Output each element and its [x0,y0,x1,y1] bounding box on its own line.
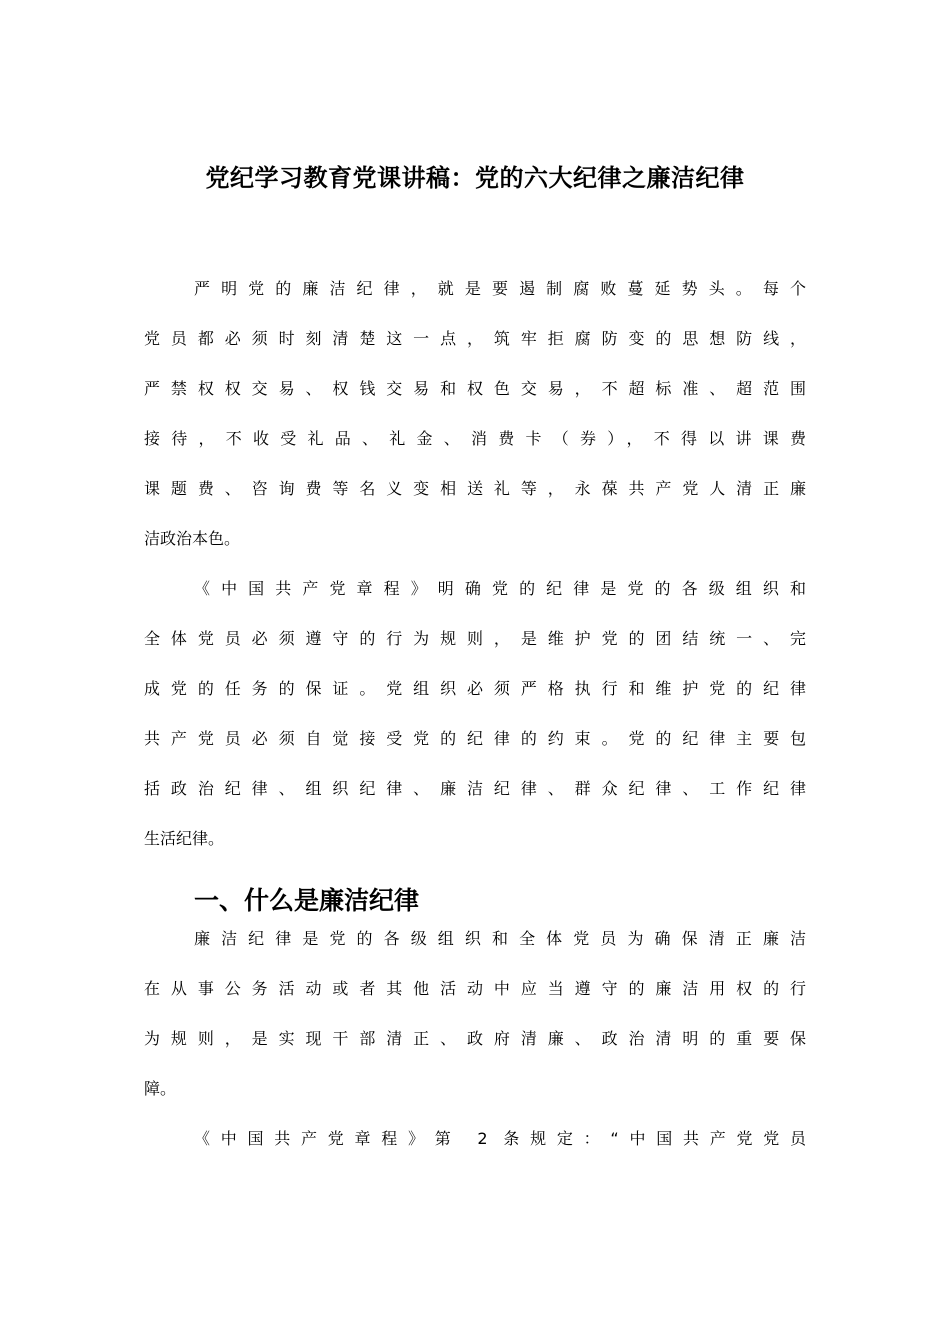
paragraph [144,926,806,1126]
text-line: 严禁权权交易、权钱交易和权色交易，不超标准、超范围 [144,379,806,398]
text-line: 障。 [144,1079,177,1098]
text-line: 严明党的廉洁纪律，就是要遏制腐败蔓延势头。每个 [194,279,806,298]
text-line: 全体党员必须遵守的行为规则，是维护党的团结统一、完 [144,629,806,648]
text-line: 《中国共产党章程》第 2 条规定：“中国共产党党员 [194,1129,806,1148]
text-line: 生活纪律。 [144,829,225,848]
text-line: 在从事公务活动或者其他活动中应当遵守的廉洁用权的行 [144,979,806,998]
text-line: 接待，不收受礼品、礼金、消费卡（券），不得以讲课费 [144,429,806,448]
paragraph [144,276,806,576]
document-body [144,276,806,1176]
text-line: 《中国共产党章程》明确党的纪律是党的各级组织和 [194,579,806,598]
document-title: 党纪学习教育党课讲稿：党的六大纪律之廉洁纪律 [205,164,745,192]
text-line: 共产党员必须自觉接受党的纪律的约束。党的纪律主要包 [144,729,806,748]
text-line: 洁政治本色。 [144,529,241,548]
paragraph [144,576,806,876]
text-line: 为规则，是实现干部清正、政府清廉、政治清明的重要保 [144,1029,806,1048]
text-line: 括政治纪律、组织纪律、廉洁纪律、群众纪律、工作纪律 [144,779,806,798]
text-line: 课题费、咨询费等名义变相送礼等，永葆共产党人清正廉 [144,479,806,498]
text-line: 廉洁纪律是党的各级组织和全体党员为确保清正廉洁 [194,929,806,948]
text-line: 成党的任务的保证。党组织必须严格执行和维护党的纪律 [144,679,806,698]
section-heading: 一、什么是廉洁纪律 [194,886,420,915]
text-line: 党员都必须时刻清楚这一点，筑牢拒腐防变的思想防线， [144,329,806,348]
paragraph [144,1126,806,1176]
